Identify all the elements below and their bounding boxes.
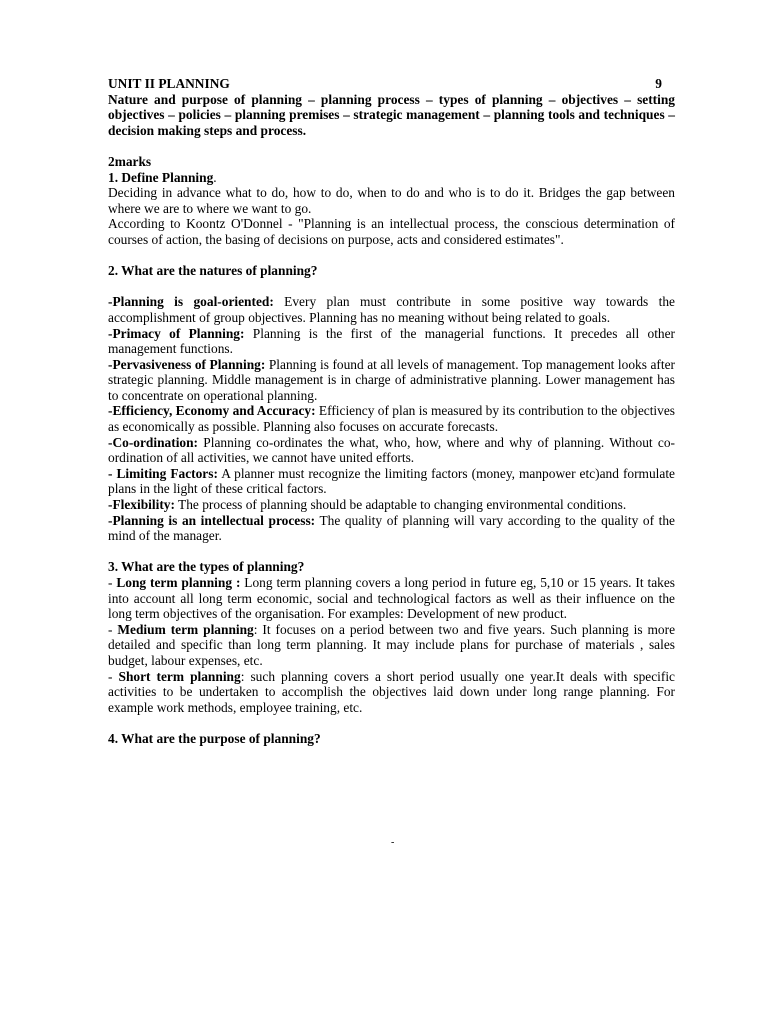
nature-item xyxy=(108,403,675,434)
nature-item xyxy=(108,435,675,466)
question-2-title: 2. What are the natures of planning? xyxy=(108,263,318,279)
planning-type-item xyxy=(108,669,675,716)
nature-term: -Pervasiveness of Planning: xyxy=(108,356,266,372)
planning-type-item xyxy=(108,575,675,622)
nature-text: The quality of planning will vary according to the quality of the mind of the manager. xyxy=(108,512,675,544)
unit-title: UNIT II PLANNING xyxy=(108,76,230,91)
planning-type-term: Short term planning xyxy=(118,668,241,684)
spacer xyxy=(108,138,675,154)
unit-header xyxy=(108,76,675,92)
page-number: 9 xyxy=(655,76,662,91)
nature-term: - Limiting Factors: xyxy=(108,465,218,481)
question-4-title: 4. What are the purpose of planning? xyxy=(108,730,321,746)
marks-heading: 2marks xyxy=(108,153,152,169)
planning-type-dash: - xyxy=(108,621,118,637)
planning-type-text: : It focuses on a period between two and five years. Such planning is more detailed and specific than long term planning. It may include plans for purchase of materials , sales budget, labour expenses, etc. xyxy=(108,621,676,668)
document-page xyxy=(108,76,675,747)
syllabus-topics: Nature and purpose of planning – planning process – types of planning – objectives – setting objectives – policies – planning premises – strategic management – planning tools and techniques – decision making steps and process. xyxy=(108,91,675,138)
nature-term: -Planning is an intellectual process: xyxy=(108,512,316,528)
question-1-answer-2: According to Koontz O'Donnel - "Planning is an intellectual process, the conscious determination of courses of action, the basing of decisions on purpose, acts and considered estimates". xyxy=(108,216,675,247)
question-1-heading xyxy=(108,170,675,186)
nature-term: -Flexibility: xyxy=(108,497,175,513)
nature-term: -Planning is goal-oriented: xyxy=(108,294,274,310)
planning-type-item xyxy=(108,622,675,669)
nature-term: -Primacy of Planning: xyxy=(108,325,245,341)
spacer xyxy=(108,715,675,731)
planning-type-dash: - xyxy=(108,575,117,590)
question-1-answer-1: Deciding in advance what to do, how to do, when to do and who is to do it. Bridges the gap between where we are to where we want to go. xyxy=(108,185,675,216)
planning-type-term: Long term planning : xyxy=(116,575,241,590)
spacer xyxy=(108,279,675,295)
question-1-title: 1. Define Planning xyxy=(108,169,214,185)
nature-text: A planner must recognize the limiting factors (money, manpower etc)and formulate plans in the light of these critical factors. xyxy=(108,465,675,497)
spacer xyxy=(108,544,675,560)
planning-type-text: Long term planning covers a long period in future eg, 5,10 or 15 years. It takes into account all long term economic, social and technological factors as well as their influence on the long term objectives of the organisation. For examples: Development of new product. xyxy=(108,575,675,622)
nature-item xyxy=(108,357,675,404)
question-1-title-suffix: . xyxy=(213,169,217,185)
footer-mark: - xyxy=(391,837,395,848)
nature-item xyxy=(108,466,675,497)
nature-term: -Efficiency, Economy and Accuracy: xyxy=(108,403,316,419)
nature-text: Planning is the first of the managerial functions. It precedes all other management functions. xyxy=(108,325,676,357)
nature-text: Planning is found at all levels of management. Top management looks after strategic planning. Middle management is in charge of administrative planning. Lower management has to concentrate on operational planning. xyxy=(108,356,675,403)
nature-item xyxy=(108,326,675,357)
nature-text: Efficiency of plan is measured by its contribution to the objectives as economically as possible. Planning also focuses on accurate forecasts. xyxy=(108,403,675,435)
spacer xyxy=(108,248,675,264)
nature-text: The process of planning should be adaptable to changing environmental conditions. xyxy=(174,497,627,513)
nature-text: Planning co-ordinates the what, who, how, where and why of planning. Without co-ordination of all activities, we cannot have united efforts. xyxy=(108,434,675,466)
question-3-title: 3. What are the types of planning? xyxy=(108,559,305,575)
nature-text: Every plan must contribute in some positive way towards the accomplishment of group objectives. Planning has no meaning without being related to goals. xyxy=(108,294,676,325)
nature-item xyxy=(108,513,675,544)
nature-item xyxy=(108,497,675,513)
nature-item xyxy=(108,294,675,325)
planning-type-text: : such planning covers a short period usually one year.It deals with specific activities to be undertaken to accomplish the objectives laid down under long range planning. For example work methods, employee training, etc. xyxy=(108,668,675,715)
planning-type-term: Medium term planning xyxy=(117,621,254,637)
planning-type-dash: - xyxy=(108,668,119,684)
nature-term: -Co-ordination: xyxy=(108,434,199,450)
